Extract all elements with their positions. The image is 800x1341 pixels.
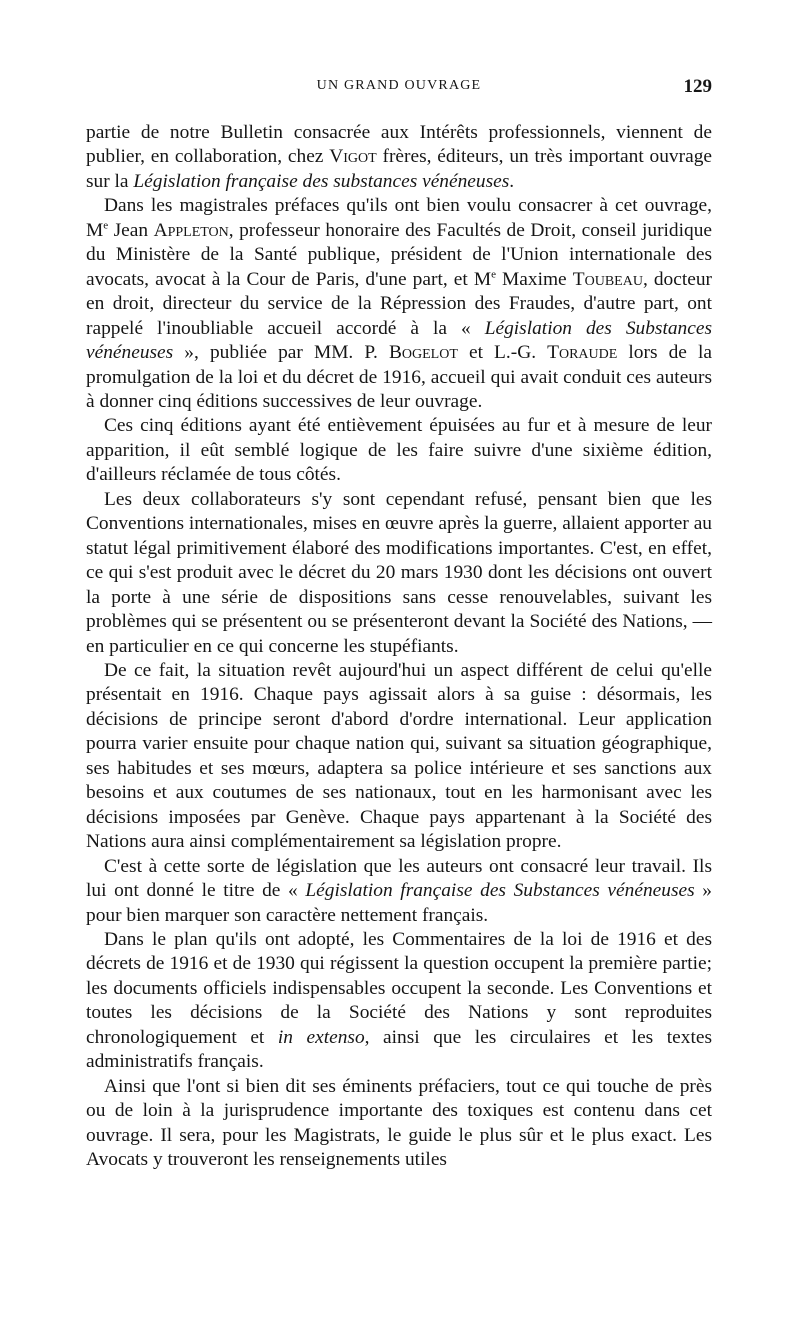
superscript: e (491, 268, 496, 281)
work-title: Législation des Substances vénéneuses (86, 317, 713, 364)
text-run: lors de la promulgation de la loi et du décret de 1916, accueil qui avait conduit ces auteurs à donner cinq éditions successives de leur ouvrage. (86, 342, 712, 412)
book-page (86, 0, 712, 1341)
paragraph-6 (86, 855, 712, 928)
paragraph-7 (86, 928, 712, 1075)
text-run: frères, éditeurs, un très important ouvrage sur la (86, 146, 712, 192)
page-number: 129 (683, 76, 712, 97)
author-name: Appleton (153, 219, 229, 241)
paragraph-3: Ces cinq éditions ayant été entièvement épuisées au fur et à mesure de leur apparition, il eût semblé logique de les faire suivre d'une sixième édition, d'ailleurs réclamée de tous côtés. (86, 415, 712, 486)
author-name: Toubeau (572, 268, 643, 290)
paragraph-5: De ce fait, la situation revêt aujourd'hui un aspect différent de celui qu'elle présentait en 1916. Chaque pays agissait alors à sa guise : désormais, les décisions de principe seront d'abord d'ordre international. Leur application pourra varier ensuite pour chaque nation qui, suivant sa situation géographique, ses habitudes et ses mœurs, adaptera sa police intérieure et ses sanctions aux besoins et aux coutumes de ses nationaux, tout en les harmonisant avec les décisions imposées par Genève. Chaque pays appartenant à la Société des Nations aura ainsi complémentairement sa législation propre. (86, 659, 712, 853)
text-run: Dans les magistrales préfaces qu'ils ont bien voulu consacrer à cet ouvrage, M (86, 195, 712, 241)
running-head (86, 78, 712, 100)
author-name: Toraude (547, 342, 618, 364)
work-title: Législation française des substances vénéneuses (133, 170, 510, 192)
text-run: » pour bien marquer son caractère nettement français. (86, 880, 712, 926)
text-run: , ainsi que les circulaires et les textes administratifs français. (86, 1026, 713, 1073)
text-run: Dans le plan qu'ils ont adopté, les Commentaires de la loi de 1916 et des décrets de 1916 et de 1930 qui régissent la question occupent la première partie; les documents officiels indispensables occupent la seconde. Les Conventions et toutes les décisions de la Société des Nations y sont reproduites chronologiquement et (86, 928, 712, 1048)
text-run: . (509, 170, 515, 192)
text-run: Maxime (495, 268, 573, 290)
paragraph-8: Ainsi que l'ont si bien dit ses éminents préfaciers, tout ce qui touche de près ou de loin à la jurisprudence importante des toxiques est contenu dans cet ouvrage. Il sera, pour les Magistrats, le guide le plus sûr et le plus exact. Les Avocats y trouveront les renseignements utiles (86, 1075, 712, 1171)
author-name: Bogelot (388, 342, 458, 364)
paragraph-4: Les deux collaborateurs s'y sont cependant refusé, pensant bien que les Conventions internationales, mises en œuvre après la guerre, allaient apporter au statut légal primitivement élaboré des modifications importantes. C'est, en effet, ce qui s'est produit avec le décret du 20 mars 1930 dont les décisions ont ouvert la porte à une série de dispositions sans cesse renouvelables, suivant les problèmes qui se présentent ou se présenteront devant la Société des Nations, — en particulier en ce qui concerne les stupéfiants. (86, 488, 712, 657)
text-run: », publiée par MM. P. (173, 342, 389, 364)
publisher-name: Vigot (329, 146, 377, 168)
latin-phrase: in extenso (277, 1026, 365, 1048)
text-run: C'est à cette sorte de législation que les auteurs ont consacré leur travail. Ils lui ont donné le titre de « (86, 855, 712, 902)
running-title: UN GRAND OUVRAGE (316, 78, 482, 93)
paragraph-1 (86, 121, 712, 194)
body-text (86, 121, 712, 1172)
text-run: et L.-G. (457, 342, 548, 364)
paragraph-2 (86, 194, 712, 414)
text-run: , professeur honoraire des Facultés de Droit, conseil juridique du Ministère de la Santé publique, président de l'Union internationale des avocats, avocat à la Cour de Paris, d'une part, et M (86, 219, 712, 290)
work-title: Législation française des Substances vénéneuses (305, 880, 695, 902)
superscript: e (103, 219, 109, 232)
text-run: , docteur en droit, directeur du service de la Répression des Fraudes, d'autre part, ont rappelé l'inoubliable accueil accordé à la « (86, 268, 713, 339)
text-run: Jean (108, 219, 154, 241)
text-run: partie de notre Bulletin consacrée aux Intérêts professionnels, viennent de publier, en collaboration, chez (86, 122, 712, 168)
